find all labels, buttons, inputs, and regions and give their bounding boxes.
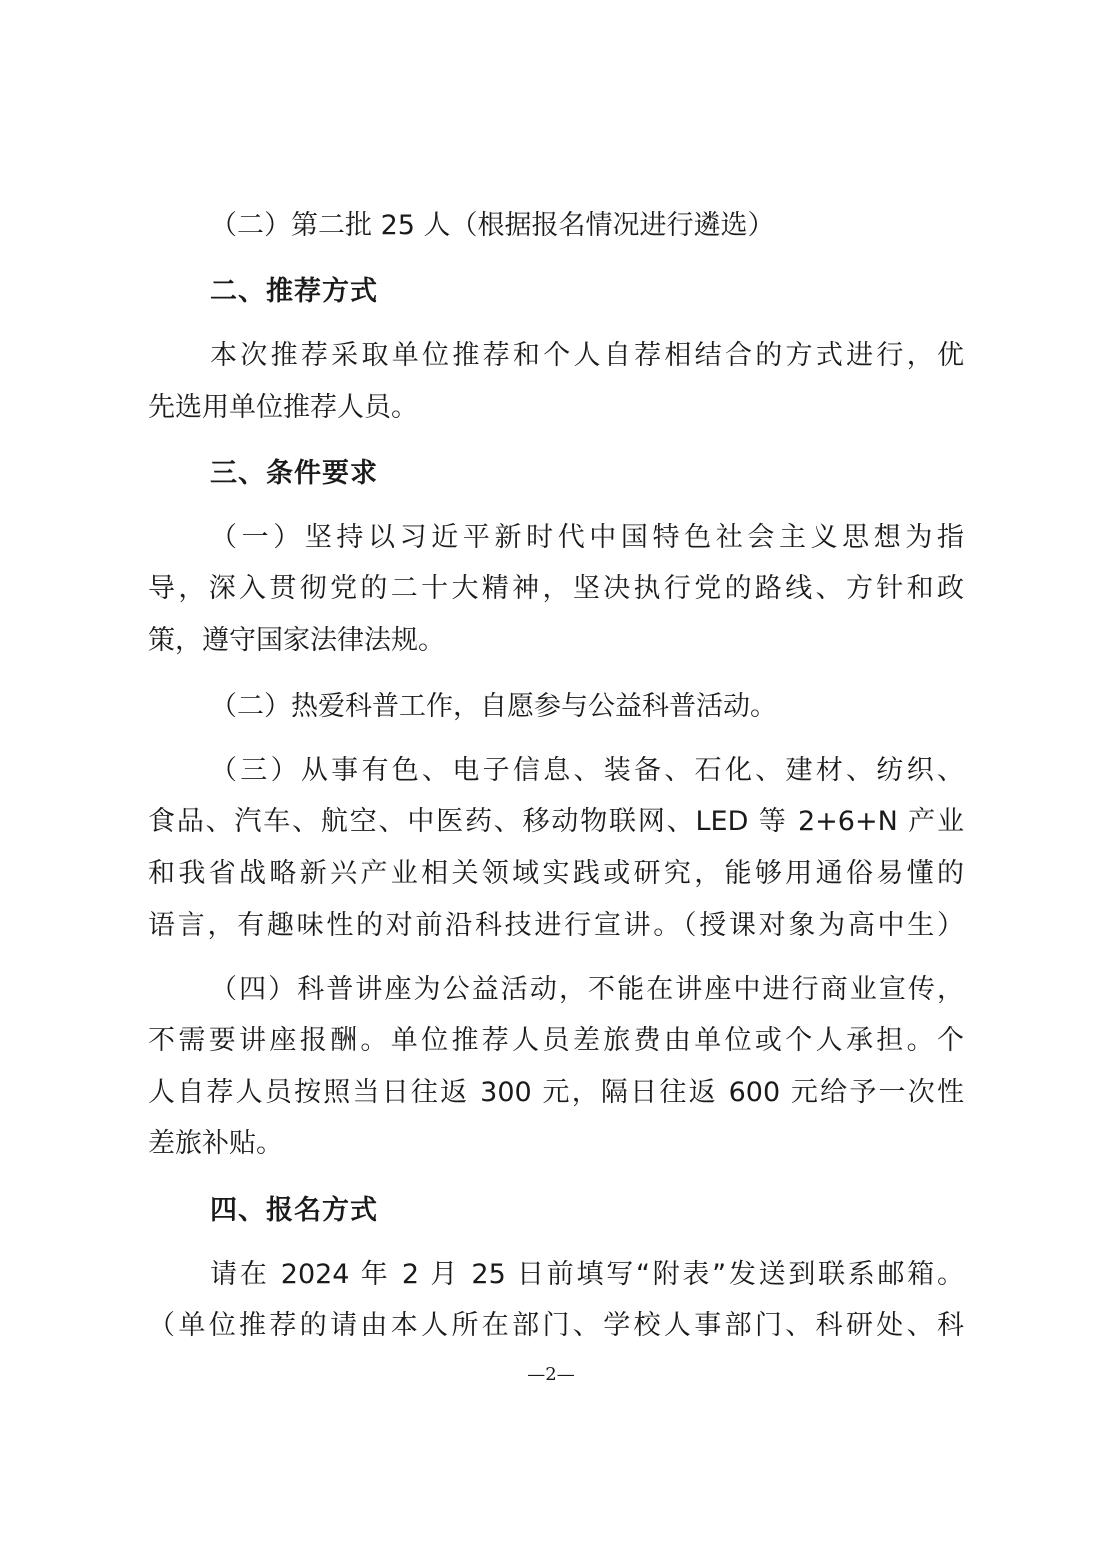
paragraph-line: 人自荐人员按照当日往返 300 元，隔日往返 600 元给予一次性: [148, 1077, 964, 1108]
paragraph-line: （四）科普讲座为公益活动，不能在讲座中进行商业宣传，: [210, 974, 964, 1005]
paragraph-line: 本次推荐采取单位推荐和个人自荐相结合的方式进行，优: [210, 340, 964, 371]
paragraph-line: 先选用单位推荐人员。: [148, 392, 418, 423]
paragraph-line: 请在 2024 年 2 月 25 日前填写“附表”发送到联系邮箱。: [210, 1259, 964, 1290]
section-heading-registration-method: 四、报名方式: [210, 1195, 378, 1226]
paragraph-line: （二）第二批 25 人（根据报名情况进行遴选）: [210, 210, 775, 241]
paragraph-line: （二）热爱科普工作，自愿参与公益科普活动。: [210, 691, 777, 722]
paragraph-line: （三）从事有色、电子信息、装备、石化、建材、纺织、: [210, 755, 964, 786]
paragraph-line: （一）坚持以习近平新时代中国特色社会主义思想为指: [210, 522, 964, 553]
paragraph-line: 导，深入贯彻党的二十大精神，坚决执行党的路线、方针和政: [148, 573, 964, 604]
paragraph-line: （单位推荐的请由本人所在部门、学校人事部门、科研处、科: [148, 1310, 964, 1341]
paragraph-line: 语言，有趣味性的对前沿科技进行宣讲。（授课对象为高中生）: [148, 910, 964, 941]
paragraph-line: 策，遵守国家法律法规。: [148, 625, 445, 656]
paragraph-line: 不需要讲座报酬。单位推荐人员差旅费由单位或个人承担。个: [148, 1025, 964, 1056]
paragraph-line: 食品、汽车、航空、中医药、移动物联网、LED 等 2+6+N 产业: [148, 806, 964, 837]
paragraph-line: 差旅补贴。: [148, 1128, 283, 1159]
page-number: —2—: [527, 1364, 575, 1385]
section-heading-recommendation-method: 二、推荐方式: [210, 276, 378, 307]
paragraph-line: 和我省战略新兴产业相关领域实践或研究，能够用通俗易懂的: [148, 858, 964, 889]
section-heading-requirements: 三、条件要求: [210, 458, 378, 489]
